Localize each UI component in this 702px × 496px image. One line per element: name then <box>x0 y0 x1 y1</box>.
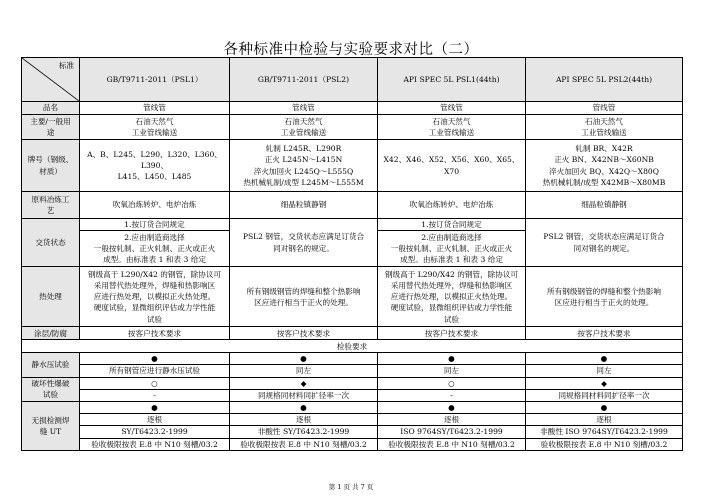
usage-line: 工业管线输送 <box>131 128 178 137</box>
ut-standard: SY/T6423.2-1999 <box>80 426 230 438</box>
row-label-heat: 热处理 <box>22 267 80 327</box>
hydro-note: 同左 <box>526 365 683 377</box>
required-mark: ● <box>378 402 526 414</box>
grade-line: L415、L450、L485 <box>117 172 192 182</box>
page-title: 各种标准中检验与实验要求对比（二） <box>223 42 479 58</box>
required-mark: ● <box>526 353 683 365</box>
heat-line: 钢级高于 L290/X42 的钢管，除协议可 <box>384 269 519 279</box>
delivery-line: 2.应由制造商选择 <box>421 232 482 242</box>
row-label-ut <box>22 402 80 451</box>
usage-line: 石油天然气 <box>135 116 174 126</box>
table-row <box>22 353 683 365</box>
row-label-destructive <box>22 377 80 401</box>
table-row <box>22 340 683 353</box>
delivery-psl1-b <box>378 231 526 267</box>
usage-line: 石油天然气 <box>585 116 623 126</box>
coating-value: 按客户技术要求 <box>80 327 230 340</box>
grade-value-psl2 <box>230 140 378 192</box>
label-line: 材质） <box>39 166 62 176</box>
ut-method: 逐根 <box>80 414 230 426</box>
header-standard-1: GB/T9711-2011（PSL1） <box>80 58 230 102</box>
heat-psl1 <box>80 267 230 327</box>
label-line: 途 <box>46 128 55 137</box>
table-row <box>22 267 683 327</box>
smelting-value: 细晶粒镇静钢 <box>526 192 683 219</box>
row-label-grade <box>22 140 80 192</box>
row-label-product: 品名 <box>22 102 80 115</box>
heat-psl2 <box>230 267 378 327</box>
usage-line: 石油天然气 <box>432 116 471 126</box>
heat-line: 采用替代热处理外，焊缝和热影响区 <box>93 280 216 290</box>
destructive-note: 同规格同材料同扩径率一次 <box>230 389 378 401</box>
optional-mark: ○ <box>378 377 526 389</box>
delivery-psl1-a: 1.按订货合同规定 <box>378 219 526 231</box>
product-value: 管线管 <box>230 102 378 115</box>
delivery-line: PSL2 钢管，交货状态应满足订货合 <box>242 232 365 242</box>
delivery-psl2 <box>526 219 683 267</box>
heat-line: 硬度试验，显微组织评估或力学性能 <box>93 303 216 313</box>
row-label-smelting <box>22 192 80 219</box>
required-mark: ● <box>378 353 526 365</box>
smelting-value: 吹氧冶炼转炉、电炉冶炼 <box>80 192 230 219</box>
inspection-header: 检验要求 <box>22 340 683 353</box>
corner-label: 标准 <box>58 61 74 70</box>
grade-value-api-psl2 <box>526 140 683 192</box>
heat-psl1 <box>378 267 526 327</box>
ut-acceptance: 验收极限按表 E.8 中 N10 刻槽/03.2 <box>378 438 526 450</box>
conditional-mark: ◆ <box>230 377 378 389</box>
comparison-table <box>21 57 683 451</box>
label-line: 试验 <box>42 390 59 400</box>
delivery-psl1-b <box>80 231 230 267</box>
delivery-line: 2.应由制造商选择 <box>124 232 185 242</box>
product-value: 管线管 <box>526 102 683 115</box>
hydro-note: 所有钢管应进行静水压试验 <box>80 365 230 377</box>
table-row <box>22 115 683 140</box>
heat-line: 应进行热处理，以模拟正火热处理。 <box>390 292 513 302</box>
required-mark: ● <box>230 353 378 365</box>
label-line: 艺 <box>46 206 55 215</box>
product-value: 管线管 <box>378 102 526 115</box>
ut-method: 逐根 <box>230 414 378 426</box>
heat-line: 钢级高于 L290/X42 的钢管，除协议可 <box>87 269 222 279</box>
grade-line: 轧制 BR、X42R <box>575 144 633 154</box>
header-standard-3: API SPEC 5L PSL1(44th) <box>378 58 526 102</box>
table-row <box>22 192 683 219</box>
delivery-line: 成型。由标准表 1 和表 3 给定 <box>103 255 206 265</box>
page-footer: 第 1 页 共 7 页 <box>328 483 374 491</box>
grade-value-psl1 <box>80 140 230 192</box>
usage-line: 工业管线输送 <box>428 128 475 137</box>
heat-line: 硬度试验，显微组织评估或力学性能 <box>390 303 513 313</box>
product-value: 管线管 <box>80 102 230 115</box>
table-row <box>22 219 683 231</box>
usage-value <box>230 115 378 140</box>
hydro-note: 同左 <box>230 365 378 377</box>
heat-line: 应进行热处理，以模拟正火热处理。 <box>93 292 216 302</box>
usage-value <box>378 115 526 140</box>
ut-method: 逐根 <box>378 414 526 426</box>
corner-cell <box>22 58 80 102</box>
coating-value: 按客户技术要求 <box>378 327 526 340</box>
label-line: 主要/一般用 <box>30 116 71 126</box>
label-line: 原料冶炼工 <box>31 194 70 204</box>
label-line: 牌号（钢级、 <box>27 155 74 165</box>
heat-line: 区应进行相当于正火的处理。 <box>554 297 654 307</box>
table-row <box>22 402 683 414</box>
optional-mark: ○ <box>80 377 230 389</box>
usage-line: 工业管线输送 <box>280 128 327 137</box>
row-label-usage <box>22 115 80 140</box>
delivery-psl2 <box>230 219 378 267</box>
table-row <box>22 140 683 192</box>
destructive-note: - <box>378 389 526 401</box>
delivery-line: PSL2 钢管，交货状态应满足订货合 <box>543 232 665 242</box>
table-row <box>22 438 683 450</box>
destructive-note: 同规格同材料同扩径率一次 <box>526 389 683 401</box>
grade-line: 正火 L245N～L415N <box>264 155 343 165</box>
ut-acceptance: 验收极限按表 E.8 中 N10 刻槽/03.2 <box>230 438 378 450</box>
row-label-coating: 涂层/防腐 <box>22 327 80 340</box>
table-row <box>22 327 683 340</box>
usage-line: 石油天然气 <box>284 116 323 126</box>
required-mark: ● <box>80 353 230 365</box>
delivery-line: 一般按轧制、正火轧制、正火或正火 <box>390 244 513 254</box>
ut-standard: ISO 9764SY/T6423.2-1999 <box>378 426 526 438</box>
coating-value: 按客户技术要求 <box>230 327 378 340</box>
grade-line: 正火 BN、X42NB～X60NB <box>554 155 654 165</box>
coating-value: 按客户技术要求 <box>526 327 683 340</box>
header-standard-4: API SPEC 5L PSL2(44th) <box>526 58 683 102</box>
ut-acceptance: 验收极限按表 E.8 中 N10 刻槽/03.2 <box>80 438 230 450</box>
hydro-note: 同左 <box>378 365 526 377</box>
delivery-line: 同对钢名的规定。 <box>573 243 635 253</box>
heat-psl2 <box>526 267 683 327</box>
table-header-row <box>22 58 683 102</box>
table-row <box>22 377 683 389</box>
usage-line: 工业管线输送 <box>581 128 627 137</box>
usage-value <box>80 115 230 140</box>
label-line: 无损检测焊 <box>31 415 70 425</box>
delivery-psl1-a: 1.按订货合同规定 <box>80 219 230 231</box>
table-row <box>22 365 683 377</box>
ut-standard: 非酸性 SY/T6423.2-1999 <box>230 426 378 438</box>
required-mark: ● <box>526 402 683 414</box>
ut-method: 逐根 <box>526 414 683 426</box>
grade-value-api-psl1: X42、X46、X52、X56、X60、X65、X70 <box>378 140 526 192</box>
table-row <box>22 426 683 438</box>
grade-line: 淬火加回火 BQ、X42Q～X80Q <box>549 166 659 176</box>
table-row <box>22 389 683 401</box>
table-row <box>22 102 683 115</box>
smelting-value: 吹氧冶炼转炉、电炉冶炼 <box>378 192 526 219</box>
table-row <box>22 414 683 426</box>
conditional-mark: ◆ <box>526 377 683 389</box>
heat-line: 试验 <box>443 314 460 324</box>
usage-value <box>526 115 683 140</box>
row-label-hydro: 静水压试验 <box>22 353 80 377</box>
heat-line: 采用替代热处理外，焊缝和热影响区 <box>390 280 513 290</box>
row-label-delivery: 交货状态 <box>22 219 80 267</box>
grade-line: 热机械轧制/成型 L245M～L555M <box>243 177 364 187</box>
heat-line: 所有钢级钢管的焊缝和整个热影响 <box>246 286 361 296</box>
grade-line: A、B、L245、L290、L320、L360、L390、 <box>87 149 222 170</box>
grade-line: 热机械轧制/成型 X42MB～X80MB <box>542 177 666 187</box>
required-mark: ● <box>80 402 230 414</box>
delivery-line: 同对钢名的规定。 <box>273 243 334 253</box>
grade-line: 轧制 L245R、L290R <box>265 144 342 154</box>
delivery-line: 一般按轧制、正火轧制、正火或正火 <box>93 244 216 254</box>
grade-line: 淬火加回火 L245Q～L555Q <box>253 166 354 176</box>
ut-standard: 非酸性 ISO 9764SY/T6423.2-1999 <box>526 426 683 438</box>
header-standard-2: GB/T9711-2011（PSL2) <box>230 58 378 102</box>
heat-line: 试验 <box>146 314 163 324</box>
delivery-line: 成型。由标准表 1 和表 3 给定 <box>400 255 503 265</box>
required-mark: ● <box>230 402 378 414</box>
ut-acceptance: 验收极限按表 E.8 中 N10 刻槽/03.2 <box>526 438 683 450</box>
heat-line: 所有钢级钢管的焊缝和整个热影响 <box>547 286 661 296</box>
destructive-note: - <box>80 389 230 401</box>
heat-line: 区应进行相当于正火的处理。 <box>254 297 353 307</box>
label-line: 缝 UT <box>39 426 62 436</box>
smelting-value: 细晶粒镇静钢 <box>230 192 378 219</box>
label-line: 破坏性爆破 <box>31 379 70 389</box>
